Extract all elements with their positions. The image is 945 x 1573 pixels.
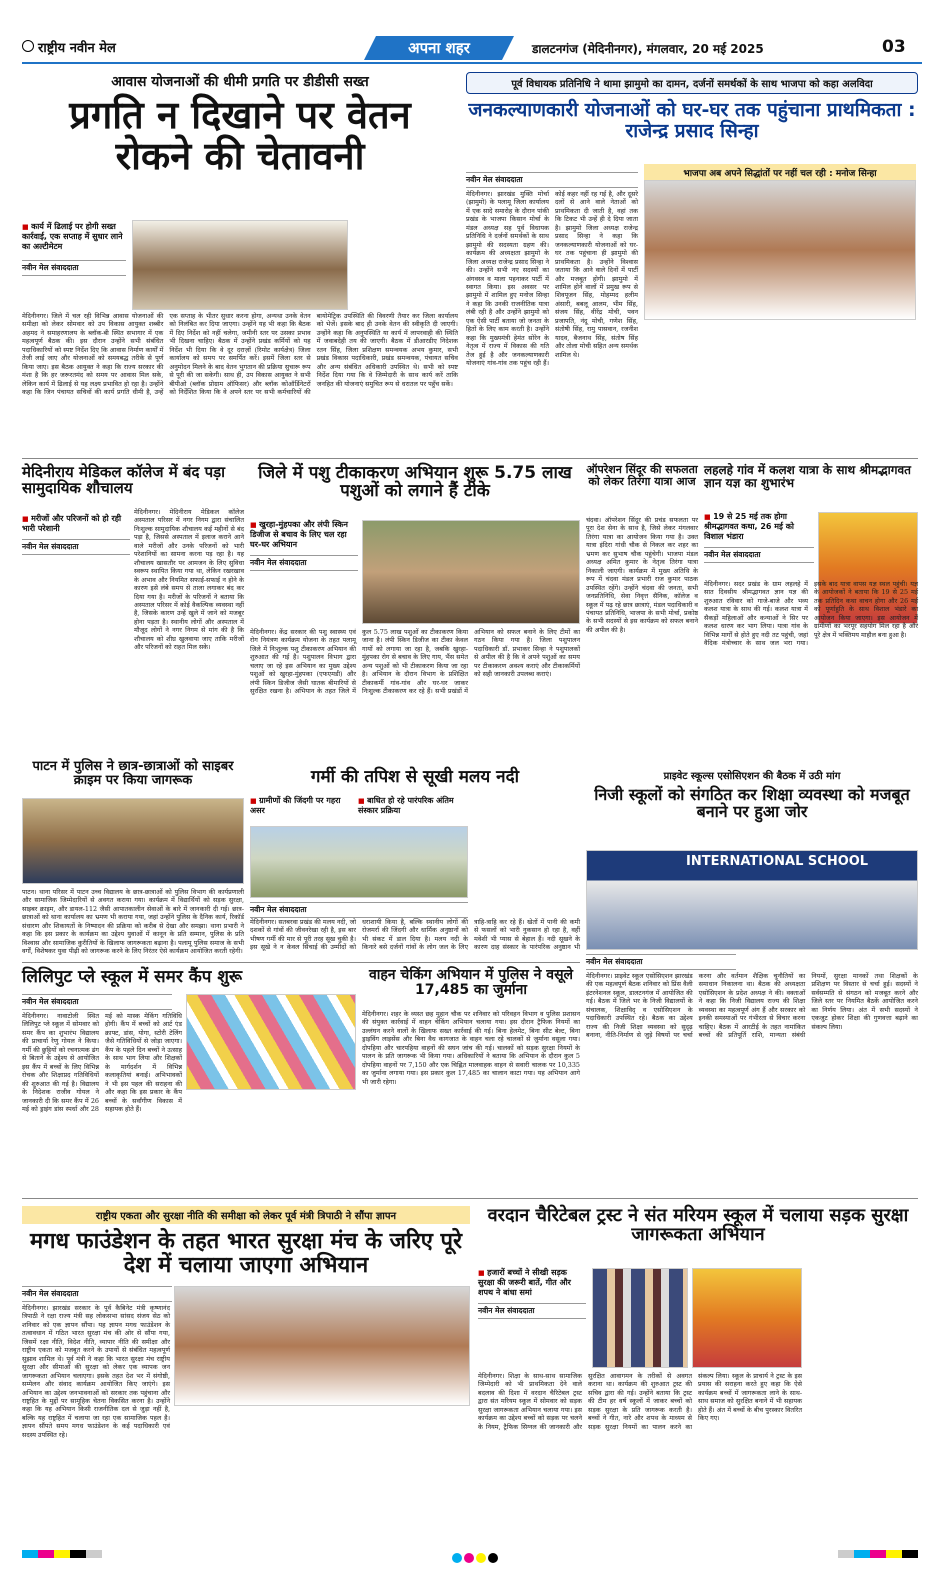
article-body: मेदिनीनगर। सदर प्रखंड के ग्राम लहलहे में सात दिवसीय श्रीमद्भागवत ज्ञान यज्ञ की शुरुआत रविवार को गाजे-बाजे और भव्य कलश यात्रा के साथ की गई। कलश यात्रा में सैकड़ों महिलाओं और कन्याओं ने सिर पर कलश धारण कर भाग लिया। यात्रा गांव के विभिन्न मार्गों से होते हुए नदी तट पहुंची, जहां वैदिक मंत्रोच्चार के साथ जल भरा गया। इसके बाद यात्रा वापस यज्ञ स्थल पहुंची। यज्ञ के आयोजकों ने बताया कि 19 से 25 मई तक प्रतिदिन कथा वाचन होगा और 26 मई को पूर्णाहुति के साथ विशाल भंडारे का आयोजन किया जाएगा। इस आयोजन में ग्रामीणों का भरपूर सहयोग मिल रहा है और पूरे क्षेत्र में भक्तिमय माहौल बना हुआ है।	[704, 580, 918, 648]
divider	[22, 458, 918, 459]
meeting-photo	[132, 220, 348, 310]
divider	[22, 962, 580, 963]
article-body: मेदिनीनगर। शिक्षा के साथ-साथ सामाजिक जिम्मेदारी को भी प्राथमिकता देने वाले बदलाव की दिशा में वरदान चैरिटेबल ट्रस्ट द्वारा संत मरियम स्कूल में सोमवार को सड़क सुरक्षा जागरूकता अभियान चलाया गया। इस कार्यक्रम का उद्देश्य बच्चों को सड़क पर चलने के नियम, ट्रैफिक सिग्नल की जानकारी और सुरक्षित आवागमन के तरीकों से अवगत कराना था। कार्यक्रम की शुरुआत ट्रस्ट की सचिव द्वारा की गई। उन्होंने बताया कि ट्रस्ट की टीम हर वर्ष स्कूलों में जाकर बच्चों को सड़क सुरक्षा के प्रति जागरूक करती है। बच्चों ने गीत, नारे और शपथ के माध्यम से सड़क सुरक्षा नियमों का पालन करने का संकल्प लिया। स्कूल के प्राचार्य ने ट्रस्ट के इस प्रयास की सराहना करते हुए कहा कि ऐसे कार्यक्रम बच्चों में जागरूकता लाने के साथ-साथ समाज को सुरक्षित बनाने में भी सहायक होते हैं। अंत में बच्चों के बीच पुरस्कार वितरित किए गए।	[478, 1372, 802, 1431]
article-byline: नवीन मेल संवाददाता	[22, 539, 130, 555]
article-body: पाटन। थाना परिसर में पाटन उच्च विद्यालय के छात्र-छात्राओं को पुलिस विभाग की कार्यप्रणाली और सामाजिक जिम्मेदारियों से अवगत कराया गया। कार्यक्रम में विद्यार्थियों को सड़क सुरक्षा, साइबर क्राइम, और डायल-112 जैसी आपातकालीन सेवाओं के बारे में जानकारी दी गई। छात्र-छात्राओं को थाना कार्यालय का भ्रमण भी कराया गया, जहां उन्होंने पुलिस के दैनिक कार्य, रिकॉर्ड संधारण और शिकायतों के निष्पादन की प्रक्रिया को करीब से देखा और समझा। थाना प्रभारी ने कहा कि इस प्रकार के कार्यक्रम का उद्देश्य युवाओं में कानून के प्रति सम्मान, पुलिस के प्रति विश्वास और सामाजिक कुरीतियों के खिलाफ जागरूकता बढ़ाना है। पलामू पुलिस समाज के सभी वर्गों, विशेषकर युवा पीढ़ी को जागरूक करने के लिए निरंतर ऐसे कार्यक्रम आयोजित करती रहेगी।	[22, 888, 244, 956]
students-photo	[22, 798, 244, 884]
masthead	[22, 34, 922, 64]
article-byline: नवीन मेल संवाददाता	[704, 547, 814, 563]
leaders-photo	[644, 180, 916, 320]
article-bullet: ■ मरीजों और परिजनों को हो रही भारी परेशानी	[22, 514, 130, 534]
article-summer-camp	[22, 968, 356, 1190]
article-cyber-awareness	[22, 760, 244, 958]
article-headline: मेदिनीराय मेडिकल कॉलेज में बंद पड़ा सामुदायिक शौचालय	[22, 463, 226, 498]
article-byline: नवीन मेल संवाददाता	[250, 555, 358, 571]
article-headline: पाटन में पुलिस ने छात्र-छात्राओं को साइबर क्राइम पर किया जागरूक	[32, 759, 234, 789]
article-kalash-yatra	[704, 464, 918, 764]
memorandum-photo	[174, 1286, 470, 1406]
article-body: मेदिनीनगर। प्राइवेट स्कूल एसोसिएशन झारखंड की एक महत्वपूर्ण बैठक शनिवार को प्रिंस वैली इंटरनेशनल स्कूल, डालटनगंज में आयोजित की गई। बैठक में जिले भर के निजी विद्यालयों के संचालक, शिक्षाविद् व एसोसिएशन के पदाधिकारी उपस्थित रहे। बैठक का उद्देश्य राज्य की निजी शिक्षा व्यवस्था को सुदृढ़ बनाना, नीति-निर्माण से जुड़े विषयों पर चर्चा करना और वर्तमान शैक्षिक चुनौतियों का समाधान निकालना था। बैठक की अध्यक्षता एसोसिएशन के प्रदेश अध्यक्ष ने की। वक्ताओं ने कहा कि निजी विद्यालय राज्य की शिक्षा व्यवस्था का महत्वपूर्ण अंग हैं और सरकार को इनकी समस्याओं पर गंभीरता से विचार करना चाहिए। बैठक में आरटीई के तहत नामांकित बच्चों की प्रतिपूर्ति राशि, मान्यता संबंधी नियमों, सुरक्षा मानकों तथा शिक्षकों के प्रशिक्षण पर विस्तार से चर्चा हुई। सदस्यों ने सर्वसम्मति से संगठन को मजबूत करने और जिले स्तर पर नियमित बैठकें आयोजित करने का निर्णय लिया। अंत में सभी सदस्यों ने एकजुट होकर शिक्षा की गुणवत्ता बढ़ाने का संकल्प लिया।	[586, 972, 918, 1040]
article-tiranga-yatra	[586, 464, 698, 754]
article-headline: ऑपरेशन सिंदूर की सफलता को लेकर तिरंगा यात्रा आज	[586, 463, 698, 488]
article-headline: जिले में पशु टीकाकरण अभियान शुरू 5.75 लाख पशुओं को लगाने हैं टीके	[258, 463, 572, 502]
article-body: मेदिनीनगर। मेदिनीराय मेडिकल कॉलेज अस्पताल परिसर में नगर निगम द्वारा संचालित निःशुल्क सामुदायिक शौचालय कई महीनों से बंद पड़ा है, जिससे अस्पताल में इलाज कराने आने वाले मरीजों और उनके परिजनों को भारी परेशानियों का सामना करना पड़ रहा है। यह शौचालय खासतौर पर आमजन के लिए सुविधा स्वरूप स्थापित किया गया था, लेकिन रखरखाव के अभाव और नियमित सफाई-सफाई न होने के कारण इसे लंबे समय से ताला लगाकर बंद कर दिया गया है। मरीजों के परिजनों ने बताया कि अस्पताल परिसर में कोई वैकल्पिक व्यवस्था नहीं है, जिसके कारण उन्हें खुले में जाने को मजबूर होना पड़ता है। स्थानीय लोगों और अस्पताल में मौजूद लोगों ने नगर निगम से मांग की है कि शौचालय को शीघ्र खुलवाया जाए ताकि मरीजों और परिजनों को राहत मिल सके।	[134, 508, 244, 652]
yellow-dot-icon	[476, 1553, 486, 1563]
article-byline: नवीन मेल संवाददाता	[586, 954, 736, 970]
article-body: मेदिनीनगर। सतबरवा प्रखंड की मलय नदी, जो दशकों से गांवों की जीवनरेखा रही है, इस बार भीषण गर्मी की मार से पूरी तरह सूख चुकी है। इस सूखे ने न केवल सिंचाई की उम्मीदों को धराशायी किया है, बल्कि स्थानीय लोगों की रोजमर्रा की जिंदगी और धार्मिक अनुष्ठानों को भी संकट में डाल दिया है। मलय नदी के किनारे बसे दर्जनों गांवों के लोग जल के लिए त्राहि-त्राहि कर रहे हैं। खेतों में पानी की कमी से फसलों को भारी नुकसान हो रहा है, वहीं मवेशी भी प्यास से बेहाल हैं। नदी सूखने के कारण दाह संस्कार के पारंपरिक अनुष्ठान भी	[250, 918, 580, 952]
article-byline: नवीन मेल संवाददाता	[478, 1303, 586, 1319]
article-kicker: प्राइवेट स्कूल्स एसोसिएशन की बैठक में उठी मांग	[663, 771, 841, 782]
article-bullet: ■ 19 से 25 मई तक होगा श्रीमद्भागवत कथा, 26 मई को विशाल भंडारा	[704, 512, 814, 542]
article-byline: नवीन मेल संवाददाता	[466, 172, 638, 188]
article-bullets	[704, 512, 814, 563]
magenta-dot-icon	[464, 1553, 474, 1563]
summer-camp-photo	[186, 994, 356, 1090]
masthead-rule	[22, 62, 922, 64]
vaccination-photo	[362, 520, 580, 624]
article-headline: वरदान चैरिटेबल ट्रस्ट ने संत मरियम स्कूल में चलाया सड़क सुरक्षा जागरूकता अभियान	[487, 1205, 909, 1246]
road-safety-photo-1	[592, 1268, 688, 1368]
article-kicker: राष्ट्रीय एकता और सुरक्षा नीति की समीक्षा को लेकर पूर्व मंत्री त्रिपाठी ने सौंपा ज्ञापन	[22, 1206, 470, 1224]
registration-mark-icon	[22, 40, 34, 52]
article-animal-vaccination	[250, 464, 580, 764]
photo-banner-text: INTERNATIONAL SCHOOL	[686, 854, 869, 869]
article-bullets	[22, 222, 126, 276]
article-dry-river	[250, 768, 580, 958]
article-body: मेदिनीनगर। शहर के व्यस्त छह मुहान चौक पर शनिवार को परिवहन विभाग व पुलिस प्रशासन की संयुक्त कार्रवाई में वाहन चेकिंग अभियान चलाया गया। इस दौरान ट्रैफिक नियमों का उल्लंघन करने वालों के खिलाफ सख्त कार्रवाई की गई। बिना हेलमेट, बिना सीट बेल्ट, बिना ड्राइविंग लाइसेंस और बिना वैध कागजात के वाहन चला रहे चालकों से जुर्माना वसूला गया। दोपहिया और चारपहिया वाहनों की सघन जांच की गई। चालकों को सड़क सुरक्षा नियमों के पालन के प्रति जागरूक भी किया गया। अधिकारियों ने बताया कि अभियान के दौरान कुल 5 दोपहिया वाहनों पर 7,150 और एक चिह्नित मालवाहक वाहन से सवारी चालक पर 10,335 का जुर्माना लगाया गया। इस प्रकार कुल 17,485 का चालान काटा गया। यह अभियान आगे भी जारी रहेगा।	[362, 1010, 580, 1086]
black-dot-icon	[488, 1553, 498, 1563]
article-jmm-joining	[466, 72, 918, 452]
color-bar-left	[22, 1550, 102, 1558]
article-headline: वाहन चेकिंग अभियान में पुलिस ने वसूले 17,485 का जुर्माना	[368, 967, 574, 999]
article-body: मेदिनीनगर। केंद्र सरकार की पशु स्वास्थ्य एवं रोग नियंत्रण कार्यक्रम योजना के तहत पलामू जिले में निःशुल्क पशु टीकाकरण अभियान की शुरुआत की गई है। पशुपालन विभाग द्वारा चलाए जा रहे इस अभियान का मुख्य उद्देश्य पशुओं को खुरहा-मुंहपका (एफएमडी) और लंपी स्किन डिजीज जैसी घातक बीमारियों से सुरक्षित रखना है। अभियान के तहत जिले में कुल 5.75 लाख पशुओं का टीकाकरण किया जाना है। लंपी स्किन डिजीज का टीका केवल गायों को लगाया जा रहा है, जबकि खुरहा-मुंहपका रोग से बचाव के लिए गाय, भैंस समेत अन्य पशुओं को भी टीकाकरण किया जा रहा है। अभियान के दौरान विभाग के प्रशिक्षित टीकाकर्मी गांव-गांव और घर-घर जाकर निःशुल्क टीकाकरण कर रहे हैं। सभी प्रखंडों में अभियान को सफल बनाने के लिए टीमों का गठन किया गया है। जिला पशुपालन पदाधिकारी डॉ. प्रभाकर सिन्हा ने पशुपालकों से अपील की है कि वे अपने पशुओं का समय पर टीकाकरण अवश्य कराएं और टीकाकर्मियों को सही जानकारी उपलब्ध कराएं।	[250, 628, 580, 696]
cyan-dot-icon	[452, 1553, 462, 1563]
color-dots	[452, 1548, 500, 1567]
article-byline: नवीन मेल संवाददाता	[22, 1286, 172, 1302]
article-bullets	[22, 514, 130, 555]
article-kicker: आवास योजनाओं की धीमी प्रगति पर डीडीसी सख्त	[111, 74, 369, 90]
article-bullet: ■ ग्रामीणों की जिंदगी पर गहरा असर	[250, 796, 350, 816]
article-bullets	[250, 520, 358, 571]
article-bullet: ■ कार्य में ढिलाई पर होगी सख्त कार्रवाई, एक सप्ताह में सुधार लाने का अल्टीमेटम	[22, 222, 126, 252]
article-body: मेदिनीनगर। झारखंड सरकार के पूर्व कैबिनेट मंत्री कृष्णानंद त्रिपाठी ने रक्षा राज्य मंत्री सह लोकसभा सांसद संजय सेठ को शनिवार को एक ज्ञापन सौंपा। यह ज्ञापन मगध फाउंडेशन के तत्वावधान में गठित भारत सुरक्षा मंच की ओर से सौंपा गया, जिसमें रक्षा नीति, विदेश नीति, व्यापार नीति की समीक्षा और राष्ट्रीय एकता को मजबूत करने के उपायों से संबंधित महत्वपूर्ण सुझाव शामिल थे। पूर्व मंत्री ने कहा कि भारत सुरक्षा मंच राष्ट्रीय सुरक्षा और सीमाओं की सुरक्षा को लेकर एक व्यापक जन जागरूकता अभियान चलाएगा। इसके तहत देश भर में संगोष्ठी, सम्मेलन और संवाद कार्यक्रम आयोजित किए जाएंगे। इस अभियान का उद्देश्य जनभावनाओं को सरकार तक पहुंचाना और राष्ट्रहित के मुद्दों पर सामूहिक चेतना विकसित करना है। उन्होंने कहा कि यह अभियान किसी राजनीतिक दल से जुड़ा नहीं है, बल्कि यह राष्ट्रहित में चलाया जा रहा एक सामाजिक पहल है। ज्ञापन सौंपते समय मगध फाउंडेशन के कई पदाधिकारी एवं सदस्य उपस्थित रहे।	[22, 1304, 170, 1439]
page-number: 03	[882, 37, 906, 57]
article-kicker: पूर्व विधायक प्रतिनिधि ने थामा झामुमो का दामन, दर्जनों समर्थकों के साथ भाजपा को कहा अलविदा	[466, 72, 918, 94]
article-salary-warning	[22, 72, 458, 452]
road-safety-photo-2	[692, 1268, 802, 1368]
river-photo	[250, 826, 468, 898]
article-headline: प्रगति न दिखाने पर वेतन रोकने की चेतावनी	[69, 93, 411, 179]
article-vehicle-checking	[362, 968, 580, 1190]
article-bullet: ■ खुरहा-मुंहपका और लंपी स्किन डिजीज से बचाव के लिए चल रहा घर-घर अभियान	[250, 520, 358, 550]
color-bar-right	[838, 1550, 918, 1558]
article-headline: लिलिपुट प्ले स्कूल में समर कैंप शुरू	[22, 967, 243, 987]
article-quote: भाजपा अब अपने सिद्धांतों पर नहीं चल रही : मनोज सिन्हा	[644, 164, 916, 181]
masthead-logo: राष्ट्रीय नवीन मेल	[38, 41, 116, 56]
article-body: मेदिनीनगर। नावाटोली स्थित लिलिपुट प्ले स्कूल में सोमवार को समर कैंप का शुभारंभ विद्यालय की प्राचार्या रेणु गोयल ने किया। गर्मी की छुट्टियों को रचनात्मक ढंग से बिताने के उद्देश्य से आयोजित इस कैंप में बच्चों के लिए विभिन्न रोचक और शिक्षाप्रद गतिविधियों की शुरुआत की गई है। विद्यालय के निदेशक राजीव गोयल ने जानकारी दी कि समर कैंप में 26 मई को ड्राइंग डांस स्पर्धा और 28 मई को मास्क मेकिंग गतिविधि होगी। कैंप में बच्चों को आर्ट एंड क्राफ्ट, डांस, योगा, स्टोरी टेलिंग जैसे गतिविधियों से जोड़ा जाएगा। कैंप के पहले दिन बच्चों ने उत्साह के साथ भाग लिया और शिक्षकों के मार्गदर्शन में विभिन्न कलाकृतियां बनाईं। अभिभावकों ने भी इस पहल की सराहना की और कहा कि इस प्रकार के कैंप बच्चों के सर्वांगीण विकास में सहायक होते हैं।	[22, 1012, 182, 1113]
footer-color-marks	[22, 1548, 918, 1562]
article-body-extra	[22, 568, 130, 754]
divider	[22, 1198, 918, 1199]
article-headline: जनकल्याणकारी योजनाओं को घर-घर तक पहुंचाना प्राथमिकता : राजेन्द्र प्रसाद सिन्हा	[468, 99, 916, 142]
article-bullets	[478, 1268, 586, 1319]
article-body-extra	[186, 1094, 356, 1190]
article-body-extra	[174, 1410, 470, 1532]
article-headline: लहलहे गांव में कलश यात्रा के साथ श्रीमद्भागवत ज्ञान यज्ञ का शुभारंभ	[704, 463, 912, 490]
article-private-schools	[586, 768, 918, 1188]
section-title: अपना शहर	[408, 39, 470, 57]
article-bharat-suraksha	[22, 1206, 470, 1532]
article-byline: नवीन मेल संवाददाता	[22, 260, 126, 276]
article-body: मेदिनीनगर। जिले में चल रही विभिन्न आवास योजनाओं की समीक्षा को लेकर सोमवार को उप विकास आयुक्त शब्बीर अहमद ने समाहरणालय के ब्लॉक-बी स्थित सभागार में एक महत्वपूर्ण बैठक की। इस दौरान उन्होंने सभी संबंधित पदाधिकारियों को स्पष्ट निर्देश दिए कि आवास निर्माण कार्यों में तेजी लाई जाए और योजनाओं को समयबद्ध तरीके से पूर्ण किया जाए। इस बैठक आयुक्त ने कहा कि राज्य सरकार की मंशा है कि हर जरूरतमंद को समय पर आवास मिल सके, लेकिन कार्य में ढिलाई से यह लक्ष्य प्रभावित हो रहा है। उन्होंने कहा कि जिन पंचायत सचिवों की कार्य प्रगति धीमी है, उन्हें एक सप्ताह के भीतर सुधार करना होगा, अन्यथा उनके वेतन को निलंबित कर दिया जाएगा। उन्होंने यह भी कहा कि बैठक में दिए निर्देश को नहीं चलेगा, जमीनी स्तर पर उसका प्रभाव भी दिखना चाहिए। बैठक में उन्होंने प्रखंड कर्मियों को यह निर्देश भी दिया कि वे दूर दराज़ों (रिमोट कार्यक्षेत्र) जिला कार्यालय को समय पर समर्पित करें। इसमें जिला स्तर से अनुमोदन मिलने के बाद वेतन भुगतान की प्रक्रिया सुचारू रूप से पूरी की जा सकेगी। साथ ही, उप विकास आयुक्त ने सभी बीपीओ (ब्लॉक प्रोग्राम ऑफिसर) और ब्लॉक कोऑर्डिनेटरों को निर्देशित किया कि वे अपने स्तर पर सभी कर्मचारियों की बायोमेट्रिक उपस्थिति की विवरणी तैयार कर जिला कार्यालय को भेजें। इसके बाद ही उनके वेतन की स्वीकृति दी जाएगी। उन्होंने कहा कि अनुपस्थिति या कार्य में लापरवाही की स्थिति में जवाबदेही तय की जाएगी। बैठक में डीआरडीए निदेशक रतन सिंह, जिला प्रशिक्षण समन्वयक अभय कुमार, सभी प्रखंड विकास पदाधिकारी, प्रखंड समन्वयक, पंचायत सचिव और अन्य संबंधित अधिकारी उपस्थित थे। सभी को स्पष्ट निर्देश दिया गया कि वे जिम्मेदारी के साथ कार्य करें ताकि जनहित की योजनाएं समुचित रूप से धरातल पर पहुँच सकें।	[22, 312, 458, 397]
article-body-side	[472, 796, 580, 958]
dateline: डालटनगंज (मेदिनीनगर), मंगलवार, 20 मई 2025	[532, 42, 764, 56]
article-headline: गर्मी की तपिश से सूखी मलय नदी	[310, 767, 520, 787]
article-byline: नवीन मेल संवाददाता	[22, 994, 172, 1010]
article-byline: नवीन मेल संवाददाता	[250, 902, 468, 918]
article-body: मेदिनीनगर। झारखंड मुक्ति मोर्चा (झामुमो) के पलामू जिला कार्यालय में एक सादे समारोह के दौरान पांकी प्रखंड के भाजपा किसान मोर्चा के मंडल अध्यक्ष सह पूर्व विधायक प्रतिनिधि ने दर्जनों समर्थकों के साथ झामुमो की सदस्यता ग्रहण की। कार्यक्रम की अध्यक्षता झामुमो के जिला अध्यक्ष राजेन्द्र प्रसाद सिन्हा ने की। उन्होंने सभी नए सदस्यों का अंगवस्त्र व माला पहनाकर पार्टी में स्वागत किया। इस अवसर पर झामुमो में शामिल हुए मनोज सिन्हा ने कहा कि उनकी राजनीतिक यात्रा लंबी रही है और उन्होंने झामुमो को एक ऐसी पार्टी बताया जो जनता के हितों के लिए काम करती है। उन्होंने कहा कि मुख्यमंत्री हेमंत सोरेन के नेतृत्व में राज्य में विकास की गति तेज हुई है और जनकल्याणकारी योजनाएं गांव-गांव तक पहुंच रही हैं। कोई कहर नहीं रह गई है, और दूसरे दलों से आने वाले नेताओं को प्राथमिकता दी जाती है, वहां तक कि टिकट भी उन्हें ही दे दिया जाता है। झामुमो जिला अध्यक्ष राजेन्द्र प्रसाद सिन्हा ने कहा कि जनकल्याणकारी योजनाओं को घर-घर तक पहुंचाना ही झामुमो की प्राथमिकता है। उन्होंने विश्वास जताया कि आने वाले दिनों में पार्टी और मजबूत होगी। झामुमो में शामिल होने वालों में प्रमुख रूप से शिवपूजन सिंह, मोहम्मद हलीम अंसारी, बबलू आलम, भीम सिंह, संजय सिंह, वीरेंद्र मोची, पवन प्रजापति, नंदू मोची, गणेश सिंह, संतोषी सिंह, रामु पासवान, रजनीश यादव, बैजनाथ सिंह, संतोष सिंह और तोला मोची सहित अन्य समर्थक शामिल थे।	[466, 190, 638, 368]
article-bullet: ■ बाधित हो रहे पारंपरिक अंतिम संस्कार प्रक्रिया	[358, 796, 468, 816]
article-bullet: ■ हजारों बच्चों ने सीखी सड़क सुरक्षा की जरूरी बातें, गीत और शपथ ने बांधा समां	[478, 1268, 586, 1298]
article-headline: निजी स्कूलों को संगठित कर शिक्षा व्यवस्था को मजबूत बनाने पर हुआ जोर	[594, 785, 910, 822]
article-body: चंदवा। ऑपरेशन सिंदूर की प्रचंड सफलता पर पूरा देश सेना के साथ है, जिसे लेकर मंगलवार तिरंगा यात्रा का आयोजन किया गया है। उक्त यात्रा इंदिरा गांधी चौक से निकल कर शहर का भ्रमण कर सुभाष चौक पहुंचेगी। भाजपा मंडल अध्यक्ष अमित कुमार के नेतृत्व तिरंगा यात्रा निकाली जाएगी। कार्यक्रम में मुख्य अतिथि के रूप में चंदवा मंडल प्रभारी राज कुमार पाठक उपस्थित रहेंगे। उन्होंने चंदवा की जनता, सभी जनप्रतिनिधि, सेवा निवृत्त सैनिक, कॉलेज व स्कूल में पढ़ रहे छात्र छात्राएं, मंडल पदाधिकारी व पंचायत प्रतिनिधि, भाजपा के सभी मोर्चा, प्रकोष्ठ के सभी सदस्यों से इस कार्यक्रम को सफल बनाने की अपील की है।	[586, 516, 698, 634]
article-body-side	[808, 1268, 918, 1532]
article-headline: मगध फाउंडेशन के तहत भारत सुरक्षा मंच के जरिए पूरे देश में चलाया जाएगा अभियान	[29, 1229, 463, 1278]
article-medical-toilet	[22, 464, 244, 754]
article-road-safety	[478, 1206, 918, 1532]
